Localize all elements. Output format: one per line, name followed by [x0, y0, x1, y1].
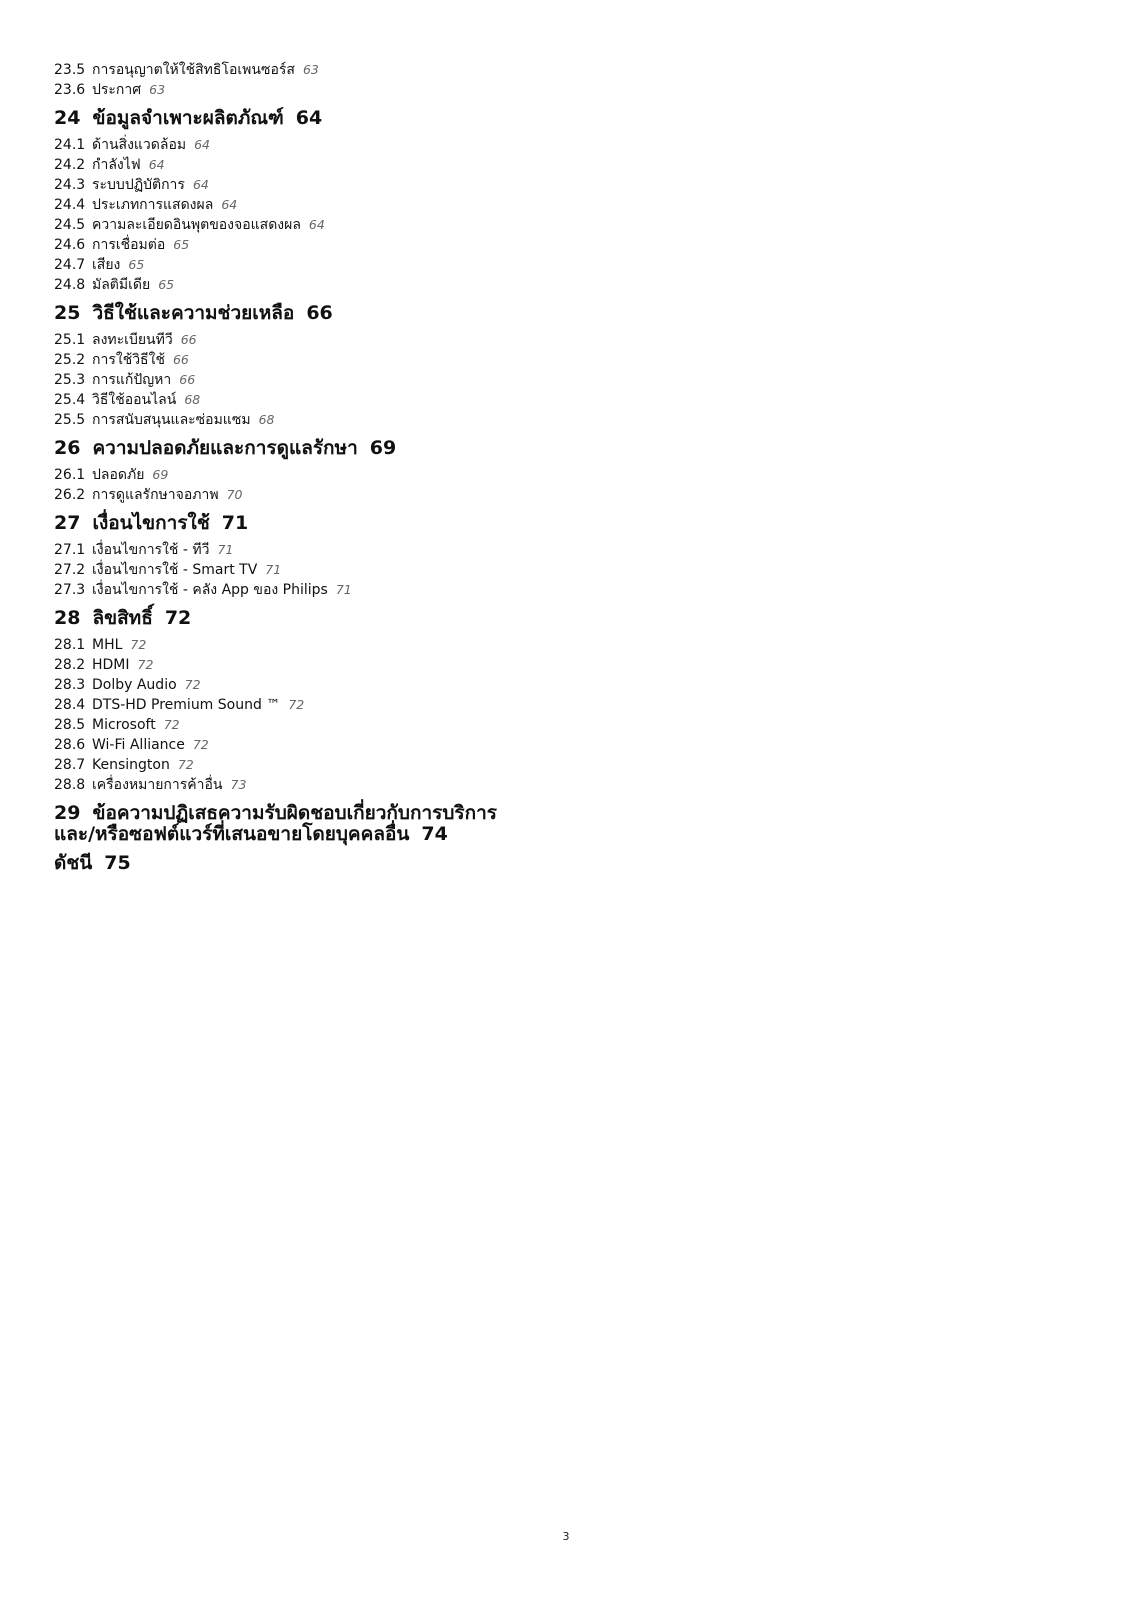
entry-number: 25.5 [54, 412, 86, 428]
entry-number: 23.6 [54, 82, 86, 98]
entry-page-number: 72 [163, 717, 180, 732]
toc-chapter-heading[interactable] [54, 108, 574, 129]
entry-number: 24.3 [54, 177, 86, 193]
entry-number: 24.1 [54, 137, 86, 153]
entry-page-number: 72 [130, 637, 147, 652]
entry-title: การสนับสนุนและซ่อมแซม [92, 412, 251, 428]
toc-chapter-heading[interactable] [54, 438, 574, 459]
chapter-title: ข้อมูลจำเพาะผลิตภัณฑ์ [92, 107, 284, 129]
entry-number: 27.2 [54, 562, 86, 578]
entry-page-number: 65 [128, 257, 145, 272]
entry-number: 26.1 [54, 467, 86, 483]
entry-page-number: 64 [194, 137, 211, 152]
entry-title: การใช้วิธีใช้ [92, 352, 165, 368]
entry-number: 28.1 [54, 637, 86, 653]
chapter-number: 26 [54, 437, 81, 459]
entry-title: การอนุญาตให้ใช้สิทธิโอเพนซอร์ส [92, 62, 295, 78]
entry-title: ความละเอียดอินพุตของจอแสดงผล [92, 217, 301, 233]
chapter-number: 27 [54, 512, 81, 534]
entry-number: 25.3 [54, 372, 86, 388]
toc-entry[interactable] [54, 255, 574, 275]
entry-page-number: 72 [137, 657, 154, 672]
chapter-page-number: 74 [421, 823, 448, 845]
entry-page-number: 63 [302, 62, 319, 77]
entry-number: 28.4 [54, 697, 86, 713]
toc-entry[interactable] [54, 675, 574, 695]
entry-page-number: 70 [226, 487, 243, 502]
entry-title: เสียง [92, 257, 121, 273]
entry-page-number: 66 [180, 332, 197, 347]
chapter-page-number: 64 [295, 107, 323, 129]
entry-title: Dolby Audio [92, 677, 177, 693]
entry-title: การเชื่อมต่อ [92, 237, 166, 253]
chapter-title: ดัชนี [54, 852, 93, 874]
toc-entry[interactable] [54, 695, 574, 715]
entry-page-number: 72 [288, 697, 305, 712]
toc-entry[interactable] [54, 540, 574, 560]
entry-page-number: 71 [265, 562, 282, 577]
page-number: 3 [562, 1530, 570, 1543]
toc-entry[interactable] [54, 755, 574, 775]
toc-entry[interactable] [54, 560, 574, 580]
entry-title: เงื่อนไขการใช้ - คลัง App ของ Philips [92, 582, 328, 598]
entry-title: ปลอดภัย [92, 467, 145, 483]
entry-number: 28.8 [54, 777, 86, 793]
chapter-title: ข้อความปฏิเสธความรับผิดชอบเกี่ยวกับการบริการและ/หรือซอฟต์แวร์ที่เสนอขายโดยบุคคลอื่น [54, 802, 497, 845]
chapter-number: 24 [54, 107, 81, 129]
toc-entry[interactable] [54, 135, 574, 155]
chapter-number: 25 [54, 302, 81, 324]
toc-entry[interactable] [54, 410, 574, 430]
toc-entry[interactable] [54, 80, 574, 100]
toc-entry[interactable] [54, 60, 574, 80]
chapter-title: เงื่อนไขการใช้ [92, 512, 210, 534]
entry-page-number: 68 [184, 392, 201, 407]
entry-number: 24.7 [54, 257, 86, 273]
chapter-title: วิธีใช้และความช่วยเหลือ [92, 302, 295, 324]
toc-entry[interactable] [54, 235, 574, 255]
toc-entry[interactable] [54, 350, 574, 370]
entry-title: DTS-HD Premium Sound ™ [92, 697, 281, 713]
entry-number: 26.2 [54, 487, 86, 503]
chapter-page-number: 72 [164, 607, 192, 629]
toc-entry[interactable] [54, 775, 574, 795]
entry-number: 27.1 [54, 542, 86, 558]
entry-page-number: 64 [308, 217, 325, 232]
entry-page-number: 68 [258, 412, 275, 427]
entry-title: ด้านสิ่งแวดล้อม [92, 137, 187, 153]
entry-title: กำลังไฟ [92, 157, 141, 173]
entry-title: เครื่องหมายการค้าอื่น [92, 777, 223, 793]
toc-entry[interactable] [54, 330, 574, 350]
chapter-number: 28 [54, 607, 81, 629]
chapter-number: 29 [54, 802, 81, 824]
table-of-contents [54, 60, 574, 880]
entry-number: 23.5 [54, 62, 86, 78]
entry-page-number: 65 [173, 237, 190, 252]
entry-title: การแก้ปัญหา [92, 372, 172, 388]
entry-page-number: 63 [149, 82, 166, 97]
toc-entry[interactable] [54, 465, 574, 485]
chapter-page-number: 75 [104, 852, 131, 874]
toc-entry[interactable] [54, 155, 574, 175]
entry-number: 25.2 [54, 352, 86, 368]
entry-title: MHL [92, 637, 123, 653]
entry-number: 28.5 [54, 717, 86, 733]
chapter-page-number: 69 [369, 437, 397, 459]
entry-number: 28.6 [54, 737, 86, 753]
toc-entry[interactable] [54, 580, 574, 600]
entry-title: การดูแลรักษาจอภาพ [92, 487, 219, 503]
toc-entry[interactable] [54, 715, 574, 735]
entry-number: 24.8 [54, 277, 86, 293]
toc-entry[interactable] [54, 175, 574, 195]
entry-number: 24.6 [54, 237, 86, 253]
entry-title: เงื่อนไขการใช้ - ทีวี [92, 542, 210, 558]
toc-entry[interactable] [54, 390, 574, 410]
entry-page-number: 71 [217, 542, 234, 557]
toc-entry[interactable] [54, 370, 574, 390]
entry-number: 24.4 [54, 197, 86, 213]
entry-page-number: 72 [192, 737, 209, 752]
toc-entry[interactable] [54, 485, 574, 505]
toc-entry[interactable] [54, 275, 574, 295]
entry-title: ลงทะเบียนทีวี [92, 332, 173, 348]
toc-entry[interactable] [54, 195, 574, 215]
chapter-page-number: 71 [221, 512, 249, 534]
entry-page-number: 73 [230, 777, 247, 792]
toc-chapter-heading[interactable] [54, 803, 524, 845]
entry-page-number: 72 [177, 757, 194, 772]
entry-title: ประเภทการแสดงผล [92, 197, 214, 213]
entry-page-number: 72 [184, 677, 201, 692]
entry-page-number: 64 [221, 197, 238, 212]
entry-page-number: 64 [148, 157, 165, 172]
toc-entry[interactable] [54, 635, 574, 655]
entry-page-number: 64 [192, 177, 209, 192]
toc-entry[interactable] [54, 735, 574, 755]
toc-entry[interactable] [54, 655, 574, 675]
entry-number: 24.5 [54, 217, 86, 233]
entry-page-number: 69 [152, 467, 169, 482]
entry-number: 24.2 [54, 157, 86, 173]
entry-page-number: 71 [335, 582, 352, 597]
entry-number: 28.2 [54, 657, 86, 673]
entry-title: ประกาศ [92, 82, 142, 98]
entry-number: 27.3 [54, 582, 86, 598]
entry-title: ระบบปฏิบัติการ [92, 177, 185, 193]
entry-page-number: 66 [172, 352, 189, 367]
toc-chapter-heading[interactable] [54, 608, 574, 629]
entry-page-number: 65 [158, 277, 175, 292]
toc-chapter-heading[interactable] [54, 853, 574, 874]
entry-title: Wi-Fi Alliance [92, 737, 185, 753]
entry-title: วิธีใช้ออนไลน์ [92, 392, 177, 408]
chapter-title: ความปลอดภัยและการดูแลรักษา [92, 437, 358, 459]
entry-title: Kensington [92, 757, 170, 773]
entry-number: 25.1 [54, 332, 86, 348]
entry-title: Microsoft [92, 717, 156, 733]
entry-title: HDMI [92, 657, 130, 673]
toc-chapter-heading[interactable] [54, 303, 574, 324]
entry-page-number: 66 [179, 372, 196, 387]
chapter-title: ลิขสิทธิ์ [92, 607, 153, 629]
entry-number: 28.7 [54, 757, 86, 773]
entry-number: 28.3 [54, 677, 86, 693]
chapter-page-number: 66 [306, 302, 333, 324]
entry-title: มัลติมีเดีย [92, 277, 151, 293]
entry-number: 25.4 [54, 392, 86, 408]
toc-entry[interactable] [54, 215, 574, 235]
entry-title: เงื่อนไขการใช้ - Smart TV [92, 562, 258, 578]
toc-chapter-heading[interactable] [54, 513, 574, 534]
